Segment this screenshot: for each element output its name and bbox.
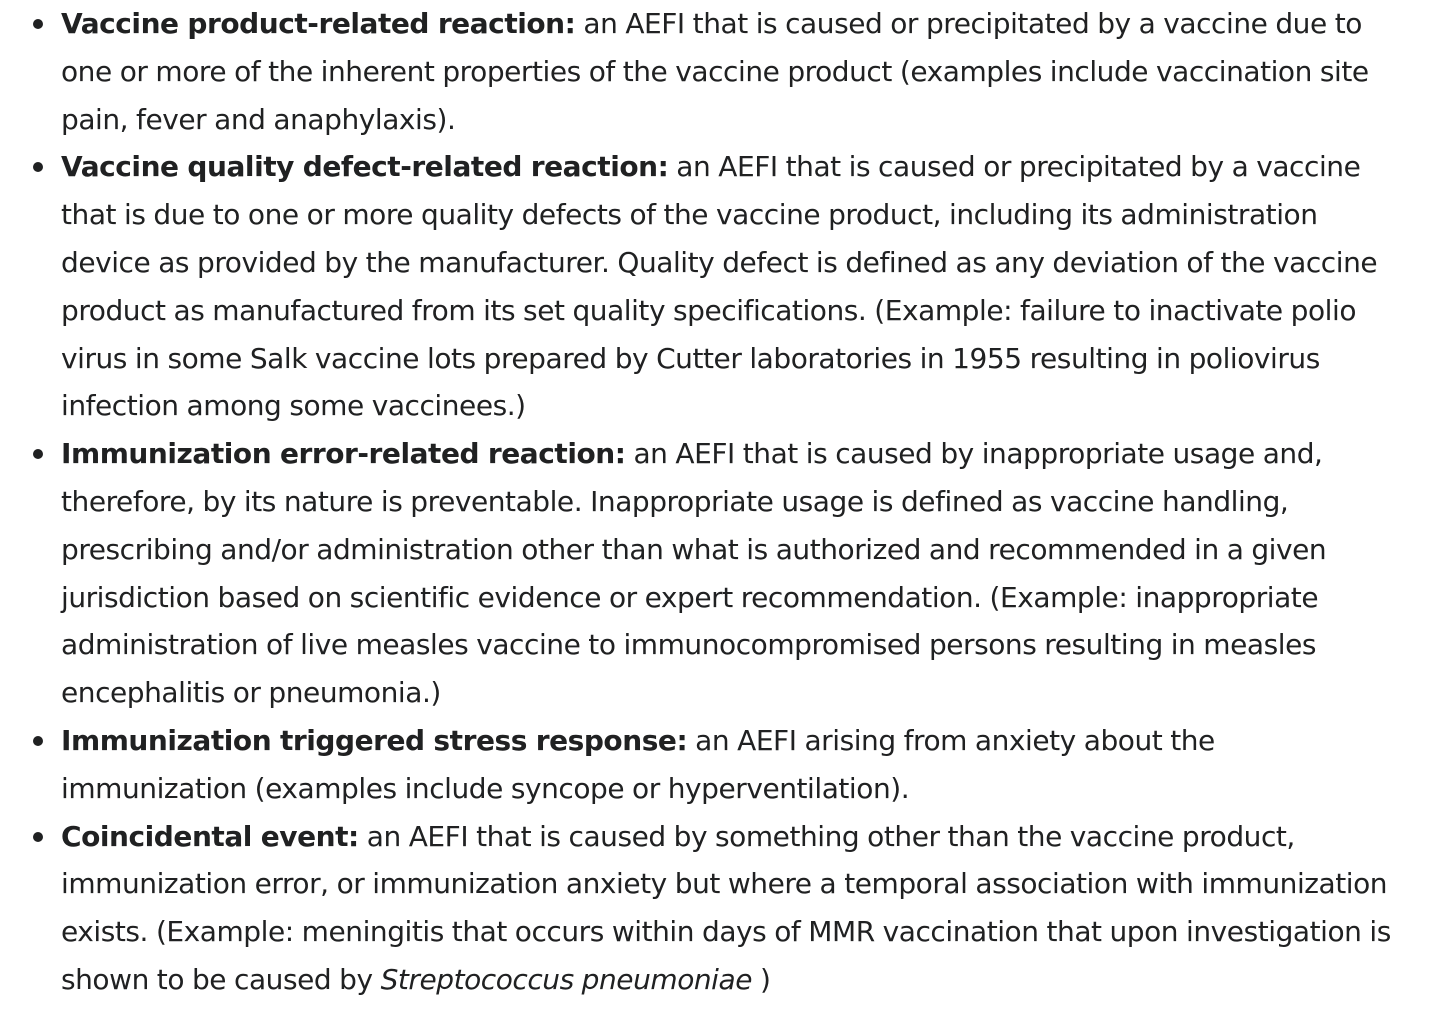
definition-tail: ) xyxy=(752,962,771,996)
definition-text: an AEFI that is caused or precipitated by a vaccine that is due to one or more quality defects of the vaccine product, including its administration device as provided by the manufacturer. Quality defect is defined as any deviation of the vaccine product as manufactured from its set quality specifications. (Example: failure to inactivate polio virus in some Salk vaccine lots prepared by Cutter laboratories in 1955 resulting in poliovirus infection among some vaccinees.) xyxy=(61,150,1378,423)
term-label: Vaccine quality defect-related reaction: xyxy=(61,150,669,184)
definition-text: an AEFI that is caused by inappropriate usage and, therefore, by its nature is preventable. Inappropriate usage is defined as vaccine handling, prescribing and/or administration other than what is authorized and recommended in a given jurisdiction based on scientific evidence or expert recommendation. (Example: inappropriate administration of live measles vaccine to immunocompromised persons resulting in measles encephalitis or pneumonia.) xyxy=(61,437,1327,710)
definition-text: an AEFI that is caused by something other than the vaccine product, immunization error, or immunization anxiety but where a temporal association with immunization exists. (Example: meningitis that occurs within days of MMR vaccination that upon investigation is shown to be caused by xyxy=(61,819,1391,996)
term-label: Vaccine product-related reaction: xyxy=(61,7,576,40)
term-label: Coincidental event: xyxy=(61,819,359,853)
list-item-coincidental-event xyxy=(0,813,1399,1004)
list-item-vaccine-product-related-reaction xyxy=(0,0,1399,143)
term-label: Immunization error-related reaction: xyxy=(61,437,626,471)
list-item-vaccine-quality-defect-related-reaction xyxy=(0,143,1399,430)
organism-name: Streptococcus pneumoniae xyxy=(380,962,752,996)
definition-text: an AEFI that is caused or precipitated by a vaccine due to one or more of the inherent properties of the vaccine product (examples include vaccination site pain, fever and anaphylaxis). xyxy=(61,7,1369,136)
list-item-immunization-triggered-stress-response xyxy=(0,717,1399,813)
term-label: Immunization triggered stress response: xyxy=(61,723,688,757)
list-item-immunization-error-related-reaction xyxy=(0,430,1399,717)
definition-text: an AEFI arising from anxiety about the immunization (examples include syncope or hyperventilation). xyxy=(61,723,1215,805)
